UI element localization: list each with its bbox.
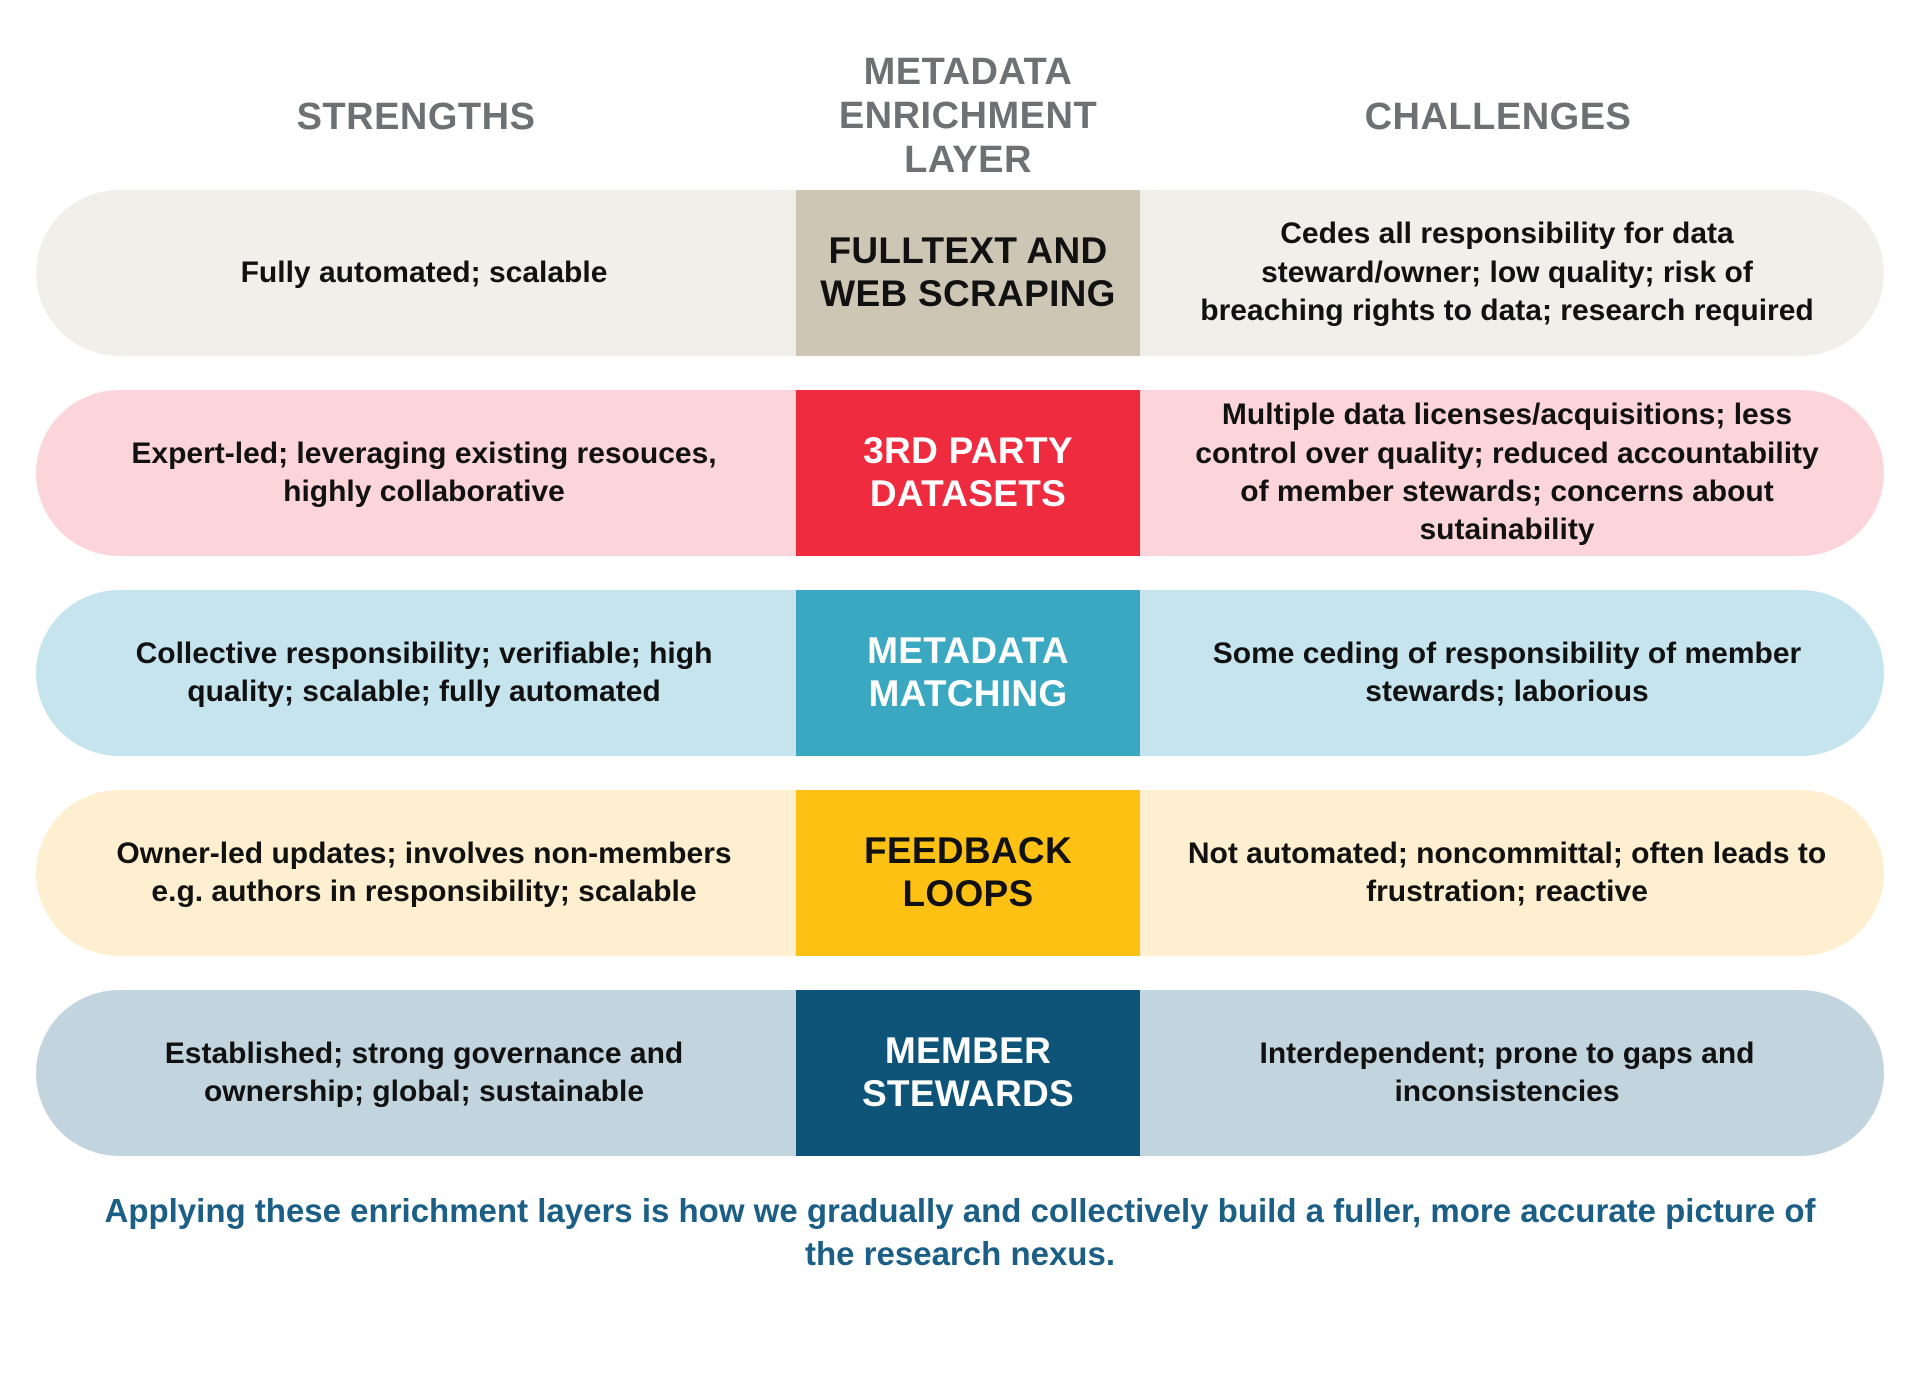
strength-cell — [36, 790, 796, 956]
row-band — [36, 190, 1884, 356]
header-metadata-enrichment-layer: METADATA ENRICHMENT LAYER — [838, 51, 1098, 182]
table-row — [36, 790, 1884, 956]
strength-text: Collective responsibility; verifiable; high quality; scalable; fully automated — [135, 636, 713, 708]
strength-cell — [36, 390, 796, 556]
strength-text: Expert-led; leveraging existing resouces, highly collaborative — [131, 436, 717, 508]
challenge-cell — [1140, 790, 1884, 956]
strength-cell — [36, 990, 796, 1156]
layer-label: METADATA MATCHING — [867, 630, 1069, 714]
row-band — [36, 990, 1884, 1156]
challenge-text: Some ceding of responsibility of member stewards; laborious — [1212, 636, 1802, 708]
challenge-cell — [1140, 590, 1884, 756]
table-row — [36, 590, 1884, 756]
challenge-cell — [1140, 990, 1884, 1156]
enrichment-rows — [36, 190, 1884, 1156]
layer-label: FULLTEXT AND WEB SCRAPING — [820, 230, 1116, 314]
table-row — [36, 190, 1884, 356]
strength-text: Owner-led updates; involves non-members e.g. authors in responsibility; scalable — [116, 836, 732, 908]
layer-cell — [796, 990, 1140, 1156]
challenge-text: Not automated; noncommittal; often leads to frustration; reactive — [1187, 836, 1827, 908]
challenge-cell — [1140, 390, 1884, 556]
header-strengths: STRENGTHS — [296, 96, 536, 138]
row-band — [36, 390, 1884, 556]
layer-label: FEEDBACK LOOPS — [864, 830, 1072, 914]
challenge-text: Interdependent; prone to gaps and inconsistencies — [1259, 1036, 1755, 1108]
challenge-cell — [1140, 190, 1884, 356]
header-challenges: CHALLENGES — [1364, 96, 1632, 138]
table-row — [36, 390, 1884, 556]
layer-cell — [796, 590, 1140, 756]
footer-caption: Applying these enrichment layers is how we gradually and collectively build a fuller, more accurate picture of the research nexus. — [104, 1192, 1816, 1272]
column-headers — [36, 0, 1884, 190]
layer-label: MEMBER STEWARDS — [861, 1030, 1075, 1114]
table-row — [36, 990, 1884, 1156]
challenge-text: Multiple data licenses/acquisitions; less control over quality; reduced accountability of member stewards; concerns about sutainability — [1195, 398, 1819, 547]
strength-cell — [36, 190, 796, 356]
strength-text: Fully automated; scalable — [240, 255, 608, 289]
strength-text: Established; strong governance and ownership; global; sustainable — [164, 1036, 684, 1108]
layer-cell — [796, 190, 1140, 356]
challenge-text: Cedes all responsibility for data steward/owner; low quality; risk of breaching rights to data; research required — [1200, 217, 1814, 328]
strength-cell — [36, 590, 796, 756]
layer-label: 3RD PARTY DATASETS — [863, 430, 1073, 514]
row-band — [36, 590, 1884, 756]
row-band — [36, 790, 1884, 956]
layer-cell — [796, 390, 1140, 556]
layer-cell — [796, 790, 1140, 956]
